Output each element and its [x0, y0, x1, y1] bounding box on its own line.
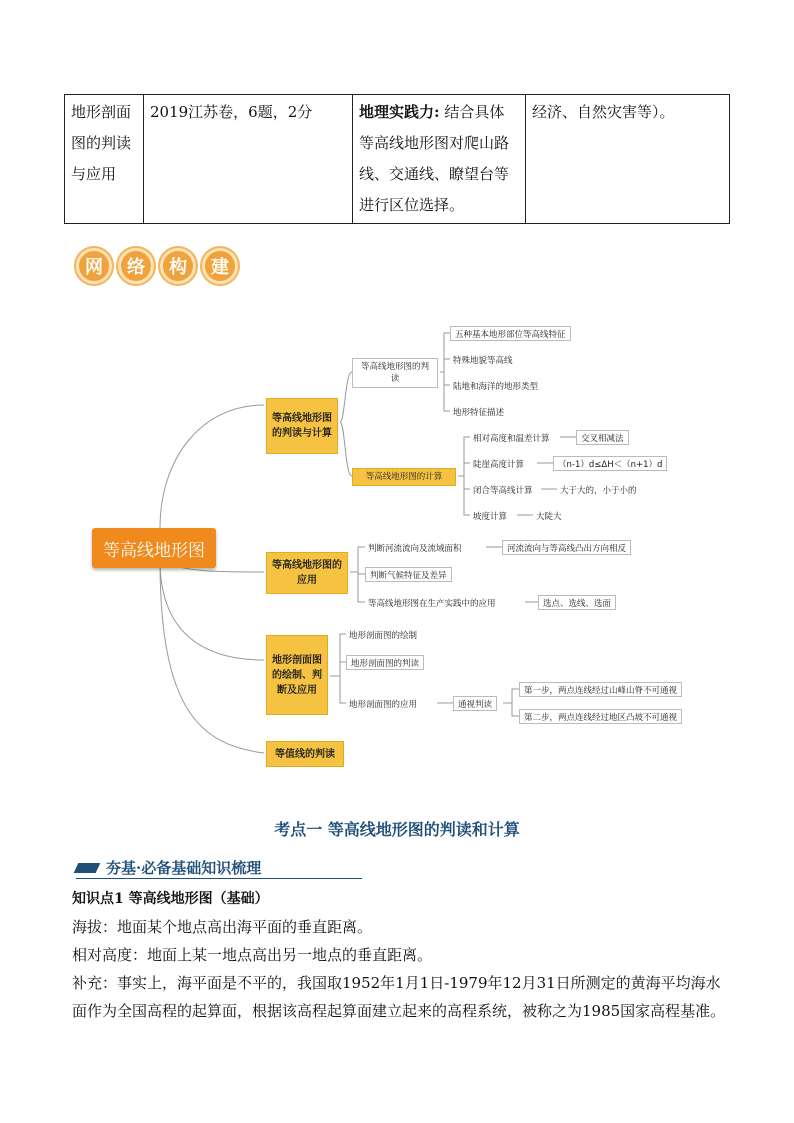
note-cross-subtract: 交叉相减法 — [576, 430, 629, 445]
node-cliff-height: 陡崖高度计算 — [470, 456, 527, 471]
banner-char: 建 — [202, 248, 238, 284]
mindmap — [0, 310, 794, 780]
topic-line: 与应用 — [71, 165, 117, 183]
node-map-calculation: 等高线地形图的计算 — [352, 468, 456, 486]
node-climate-features: 判断气候特征及差异 — [365, 567, 452, 582]
branch-contour-reading: 等高线地形图的判读与计算 — [266, 398, 338, 454]
banner-char: 网 — [76, 248, 112, 284]
node-profile-drawing: 地形剖面图的绘制 — [346, 627, 420, 642]
node-visibility-step2: 第二步，两点连线经过地区凸坡不可通视 — [519, 709, 682, 724]
table-cell-exam: 2019江苏卷，6题，2分 — [144, 95, 353, 224]
node-map-reading: 等高线地形图的判读 — [352, 358, 438, 388]
subhead-bar-icon — [74, 863, 101, 873]
topic-line: 图的判读 — [71, 134, 132, 152]
node-profile-reading: 地形剖面图的判读 — [346, 655, 424, 670]
table-cell-extra: 经济、自然灾害等）。 — [526, 95, 730, 224]
subhead — [76, 857, 362, 879]
section-banner — [76, 248, 238, 288]
note-river-direction: 河流流向与等高线凸出方向相反 — [502, 540, 631, 555]
knowledge-title: 知识点1 等高线地形图（基础） — [72, 891, 269, 907]
para-supplement: 补充：事实上，海平面是不平的，我国取1952年1月1日-1979年12月31日所测定的黄海平均海水面作为全国高程的起算面，根据该高程起算面建立起来的高程系统，被称之为1985国家高程基准。 — [72, 974, 726, 1020]
para-altitude: 海拔：地面某个地点高出海平面的垂直距离。 — [72, 918, 373, 936]
section-title: 考点一 等高线地形图的判读和计算 — [274, 820, 520, 839]
node-profile-application: 地形剖面图的应用 — [346, 696, 420, 711]
note-cliff-formula: （n-1）d≤ΔH＜（n+1）d — [553, 456, 667, 471]
topic-line: 地形剖面 — [71, 103, 132, 121]
node-landform-contours: 五种基本地形部位等高线特征 — [450, 326, 571, 341]
table-cell-skill — [353, 95, 526, 224]
node-visibility: 通视判读 — [453, 696, 497, 711]
branch-contour-application: 等高线地形图的应用 — [266, 552, 348, 594]
note-slope-rule: 大陡大 — [533, 508, 565, 523]
para-relative-height: 相对高度：地面上某一地点高出另一地点的垂直距离。 — [72, 946, 433, 964]
skill-label: 地理实践力: — [359, 103, 440, 121]
node-special-landform: 特殊地貌等高线 — [450, 352, 516, 367]
banner-char: 构 — [160, 248, 196, 284]
node-land-sea-types: 陆地和海洋的地形类型 — [450, 378, 541, 393]
node-relative-height-temp: 相对高度和温差计算 — [470, 430, 553, 445]
table-row — [65, 95, 730, 224]
info-table — [64, 94, 730, 224]
node-river-flow: 判断河流流向及流域面积 — [365, 540, 465, 555]
note-site-selection: 选点、选线、选面 — [538, 595, 616, 610]
mindmap-central: 等高线地形图 — [92, 528, 216, 568]
subhead-text: 夯基·必备基础知识梳理 — [106, 859, 262, 877]
table-cell-topic — [65, 95, 144, 224]
node-production-application: 等高线地形图在生产实践中的应用 — [365, 595, 499, 610]
node-closed-contour: 闭合等高线计算 — [470, 482, 536, 497]
branch-profile: 地形剖面图的绘制、判断及应用 — [266, 635, 328, 715]
banner-char: 络 — [118, 248, 154, 284]
branch-isoline: 等值线的判读 — [266, 741, 344, 767]
subhead-underline — [76, 878, 362, 879]
node-visibility-step1: 第一步，两点连线经过山峰山脊不可通视 — [519, 682, 682, 697]
node-slope-calc: 坡度计算 — [470, 508, 510, 523]
note-closed-rule: 大于大的，小于小的 — [557, 482, 640, 497]
skill-text: 结合具体等高线地形图对爬山路线、交通线、瞭望台等进行区位选择。 — [359, 103, 510, 214]
node-terrain-description: 地形特征描述 — [450, 404, 507, 419]
